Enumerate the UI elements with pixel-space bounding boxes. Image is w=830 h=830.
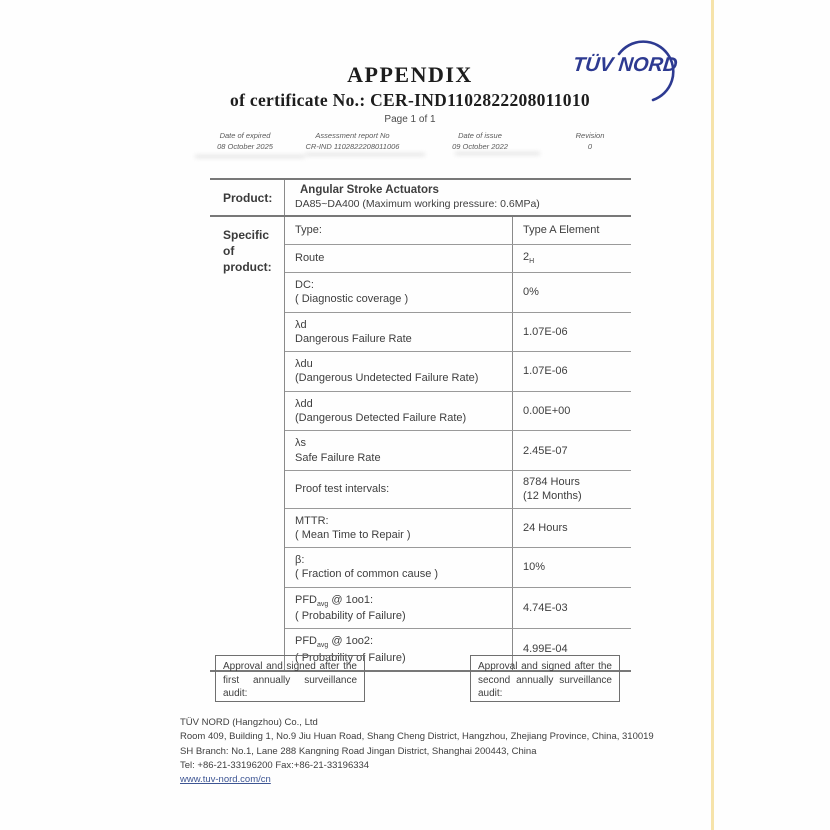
value-cell: 2.45E-07 — [523, 444, 568, 457]
approval-box-first-audit: Approval and signed after the first annually surveillance audit: — [215, 655, 365, 702]
appendix-title: APPENDIX — [347, 62, 473, 87]
meta-label: Assessment report No — [315, 131, 390, 140]
property-line: Type: — [295, 224, 322, 237]
value-cell: Type A Element — [523, 224, 600, 237]
property-cell — [285, 392, 513, 431]
table-row — [285, 313, 631, 353]
page-indicator: Page 1 of 1 — [384, 114, 436, 125]
meta-value: 08 October 2025 — [217, 142, 273, 152]
meta-revision — [540, 130, 640, 153]
property-cell — [285, 431, 513, 470]
value-cell: 1.07E-06 — [523, 325, 568, 338]
approval-box-second-audit: Approval and signed after the second annually surveillance audit: — [470, 655, 620, 702]
specific-of-product-label: Specific of product: — [210, 217, 285, 670]
property-line2: ( Fraction of common cause ) — [295, 568, 439, 581]
property-line: MTTR: — [295, 514, 329, 527]
specific-of-product-section — [210, 217, 631, 670]
value-line1: 8784 Hours — [523, 475, 580, 488]
property-cell — [285, 509, 513, 548]
property-cell — [285, 245, 513, 272]
pfd-prefix: PFD — [295, 593, 317, 606]
property-line: Route — [295, 252, 325, 265]
value-cell: 24 Hours — [523, 521, 568, 534]
property-line2: Safe Failure Rate — [295, 451, 381, 464]
scan-smudge — [195, 155, 305, 158]
meta-label: Date of issue — [458, 131, 502, 140]
certificate-number-line: of certificate No.: CER-IND1102822208011010 — [230, 90, 590, 110]
table-row — [285, 352, 631, 392]
meta-value: 09 October 2022 — [452, 142, 508, 152]
meta-date-of-issue — [425, 130, 535, 153]
meta-assessment-report-no — [280, 130, 425, 153]
property-cell — [285, 313, 513, 352]
table-row — [285, 392, 631, 432]
value-line2: (12 Months) — [523, 490, 582, 503]
property-line: λd — [295, 318, 307, 331]
value-cell: 1.07E-06 — [523, 365, 568, 378]
value-subscript: H — [529, 258, 535, 266]
footer-tel-fax: Tel: +86-21-33196200 Fax:+86-21-33196334 — [180, 759, 370, 771]
property-line2: ( Probability of Failure) — [295, 610, 406, 623]
value-with-subscript — [523, 250, 627, 266]
pfd-prefix: PFD — [295, 635, 317, 648]
property-line: β: — [295, 554, 305, 567]
table-row — [285, 245, 631, 273]
table-row — [285, 471, 631, 509]
value-cell: 0% — [523, 286, 539, 299]
property-line2: Dangerous Failure Rate — [295, 332, 412, 345]
value-cell: 4.74E-03 — [523, 601, 568, 614]
footer-address-block — [180, 716, 660, 787]
scan-artifact-line — [711, 0, 714, 830]
value-cell: 4.99E-04 — [523, 643, 568, 656]
value-main: 2 — [523, 251, 530, 264]
product-name: Angular Stroke Actuators — [300, 184, 439, 196]
meta-value: CR-IND 1102822208011006 — [305, 142, 400, 152]
logo-text: TÜV NORD — [571, 54, 679, 76]
product-description: DA85~DA400 (Maximum working pressure: 0.6MPa) — [295, 198, 540, 210]
table-row — [285, 548, 631, 588]
product-content — [285, 180, 631, 215]
spec-rows — [285, 217, 631, 670]
property-cell — [285, 217, 513, 244]
property-line — [295, 593, 504, 609]
table-row — [285, 509, 631, 549]
product-label: Product: — [210, 180, 285, 215]
table-row-product — [210, 180, 631, 217]
property-cell — [285, 352, 513, 391]
property-line: λdd — [295, 397, 313, 410]
property-line2: ( Diagnostic coverage ) — [295, 293, 409, 306]
pfd-subscript: avg — [317, 600, 329, 608]
property-line: λs — [295, 437, 306, 450]
property-line: λdu — [295, 358, 313, 371]
property-line2: ( Mean Time to Repair ) — [295, 528, 411, 541]
table-row — [285, 431, 631, 471]
table-row — [285, 273, 631, 313]
property-line: DC: — [295, 279, 314, 291]
property-cell — [285, 471, 513, 508]
property-line2: (Dangerous Detected Failure Rate) — [295, 412, 467, 425]
footer-website-link[interactable]: www.tuv-nord.com/cn — [180, 774, 271, 785]
meta-label: Date of expired — [219, 131, 271, 140]
footer-company-name: TÜV NORD (Hangzhou) Co., Ltd — [180, 717, 318, 728]
scan-smudge — [455, 152, 540, 155]
value-cell: 10% — [523, 561, 546, 574]
table-row — [285, 588, 631, 630]
pfd-suffix: @ 1oo1: — [328, 593, 374, 606]
property-cell — [285, 588, 513, 629]
footer-address-line2: SH Branch: No.1, Lane 288 Kangning Road Jingan District, Shanghai 200443, China — [180, 745, 537, 757]
value-cell — [513, 245, 631, 272]
value-cell — [513, 471, 631, 508]
scan-smudge — [305, 153, 425, 156]
value-cell: 0.00E+00 — [523, 404, 571, 417]
footer-address-line1: Room 409, Building 1, No.9 Jiu Huan Road, Shang Cheng District, Hangzhou, Zhejiang Province, China, 310019 — [180, 731, 654, 743]
property-cell — [285, 273, 513, 312]
meta-value: 0 — [587, 142, 593, 152]
property-line — [295, 634, 504, 650]
pfd-subscript: avg — [317, 642, 329, 650]
table-row — [285, 217, 631, 245]
property-line2: (Dangerous Undetected Failure Rate) — [295, 372, 479, 385]
meta-label: Revision — [575, 131, 605, 140]
property-line: Proof test intervals: — [295, 483, 390, 496]
property-line2: ( Probability of Failure) — [295, 651, 406, 664]
property-cell — [285, 548, 513, 587]
title-block — [160, 62, 660, 125]
certificate-data-table — [210, 178, 631, 672]
pfd-suffix: @ 1oo2: — [328, 635, 374, 648]
